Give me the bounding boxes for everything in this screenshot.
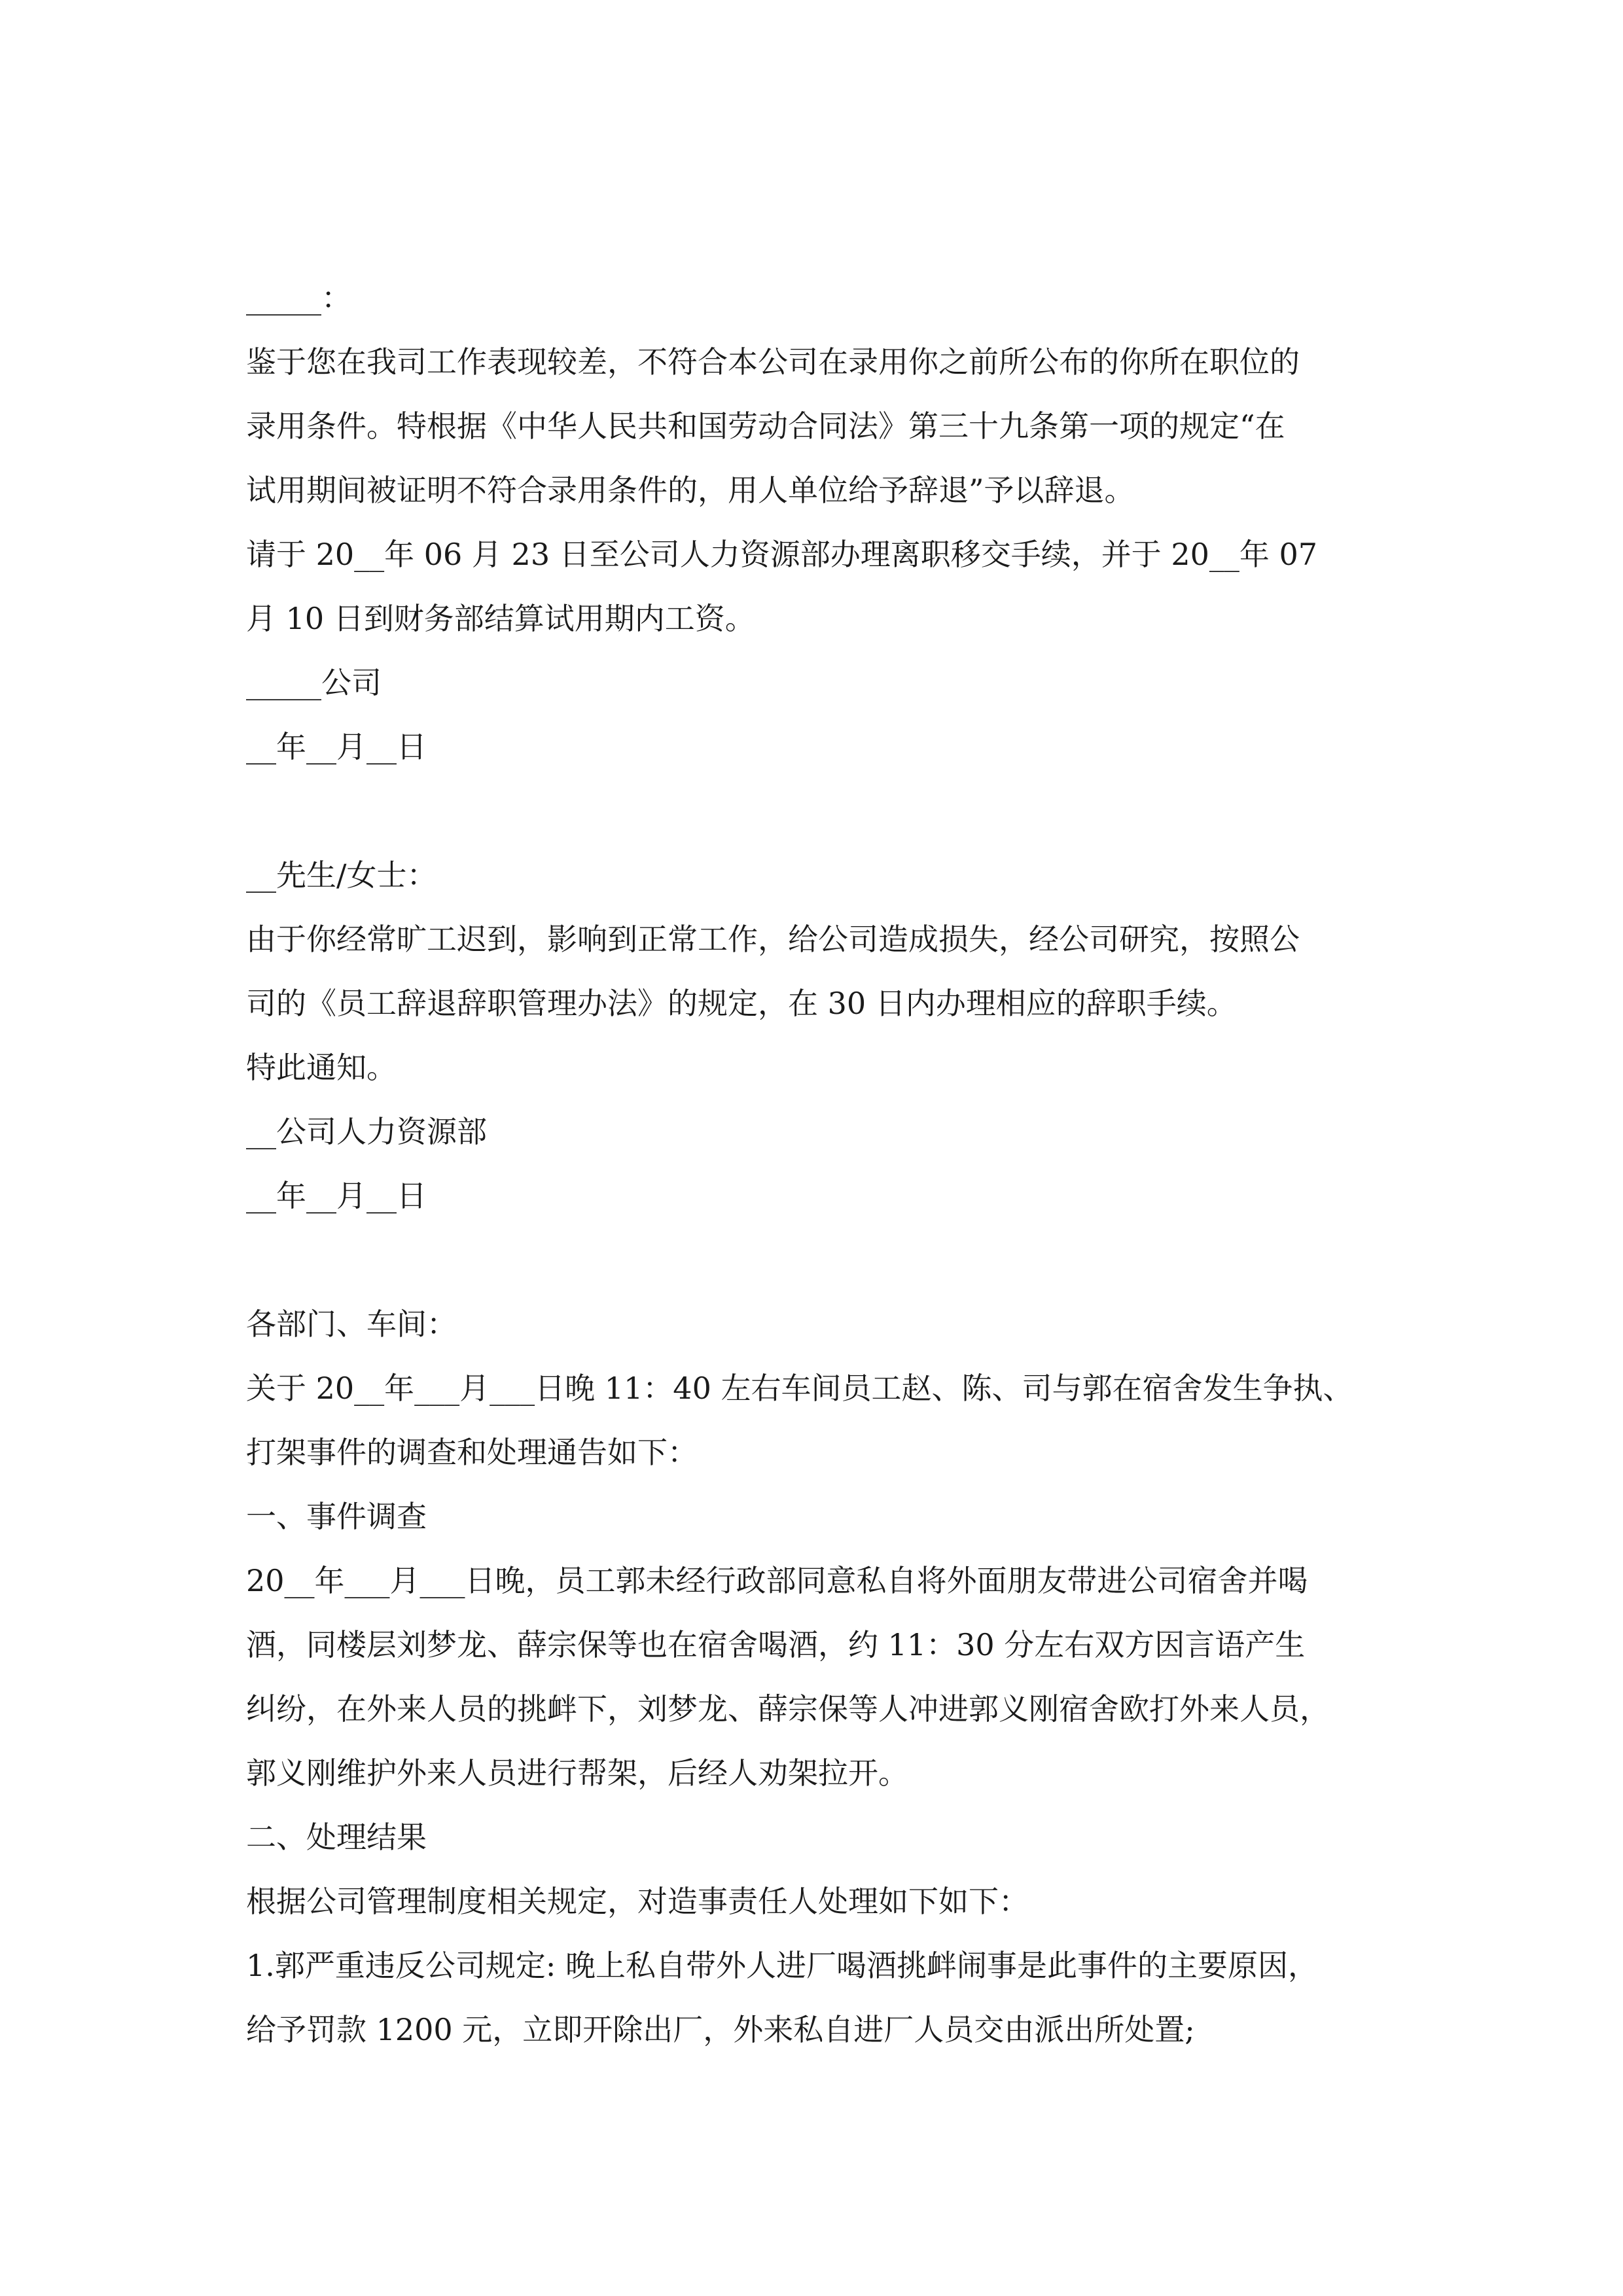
section1-line: 酒，同楼层刘梦龙、薛宗保等也在宿舍喝酒，约 11：30 分左右双方因言语产生 [246, 1627, 1306, 1662]
letter1-signature: _____公司 [246, 665, 382, 700]
section2-heading: 二、处理结果 [246, 1820, 427, 1855]
section2-line: 根据公司管理制度相关规定，对造事责任人处理如下如下： [246, 1884, 1029, 1919]
letter2-date: __年__月__日 [246, 1178, 427, 1213]
notice3-intro-line: 关于 20__年___月___日晚 11：40 左右车间员工赵、陈、司与郭在宿舍发生争执、 [246, 1371, 1353, 1406]
letter2-body-line: 由于你经常旷工迟到，影响到正常工作，给公司造成损失，经公司研究，按照公 [246, 922, 1300, 957]
letter1-body-line: 录用条件。特根据《中华人民共和国劳动合同法》第三十九条第一项的规定“在 [246, 408, 1285, 444]
section1-heading: 一、事件调查 [246, 1499, 427, 1534]
section1-line: 纠纷，在外来人员的挑衅下，刘梦龙、薛宗保等人冲进郭义刚宿舍欧打外来人员， [246, 1691, 1330, 1727]
document-body [246, 266, 1385, 2062]
letter2-signature: __公司人力资源部 [246, 1114, 487, 1149]
letter1-body-line: 月 10 日到财务部结算试用期内工资。 [246, 601, 755, 636]
section-spacer [246, 779, 1385, 843]
letter1-date: __年__月__日 [246, 729, 427, 764]
letter2-salutation: __先生/女士： [246, 857, 437, 893]
section2-line: 1.郭严重违反公司规定: 晚上私自带外人进厂喝酒挑衅闹事是此事件的主要原因， [246, 1948, 1319, 1983]
section-spacer [246, 1228, 1385, 1292]
letter1-salutation: _____： [246, 280, 351, 315]
section2-line: 给予罚款 1200 元，立即开除出厂，外来私自进厂人员交由派出所处置; [246, 2012, 1195, 2047]
section1-line: 20__年___月___日晚，员工郭未经行政部同意私自将外面朋友带进公司宿舍并喝 [246, 1563, 1308, 1598]
notice3-intro-line: 打架事件的调查和处理通告如下： [246, 1435, 698, 1470]
section1-line: 郭义刚维护外来人员进行帮架，后经人劝架拉开。 [246, 1755, 908, 1791]
letter1-body-line: 鉴于您在我司工作表现较差，不符合本公司在录用你之前所公布的你所在职位的 [246, 344, 1300, 380]
letter2-body-line: 特此通知。 [246, 1050, 397, 1085]
notice3-salutation: 各部门、车间： [246, 1306, 457, 1342]
letter2-body-line: 司的《员工辞退辞职管理办法》的规定，在 30 日内办理相应的辞职手续。 [246, 986, 1237, 1021]
letter1-body-line: 试用期间被证明不符合录用条件的，用人单位给予辞退”予以辞退。 [246, 473, 1135, 508]
letter1-body-line: 请于 20__年 06 月 23 日至公司人力资源部办理离职移交手续，并于 20__年 07 [246, 537, 1318, 572]
